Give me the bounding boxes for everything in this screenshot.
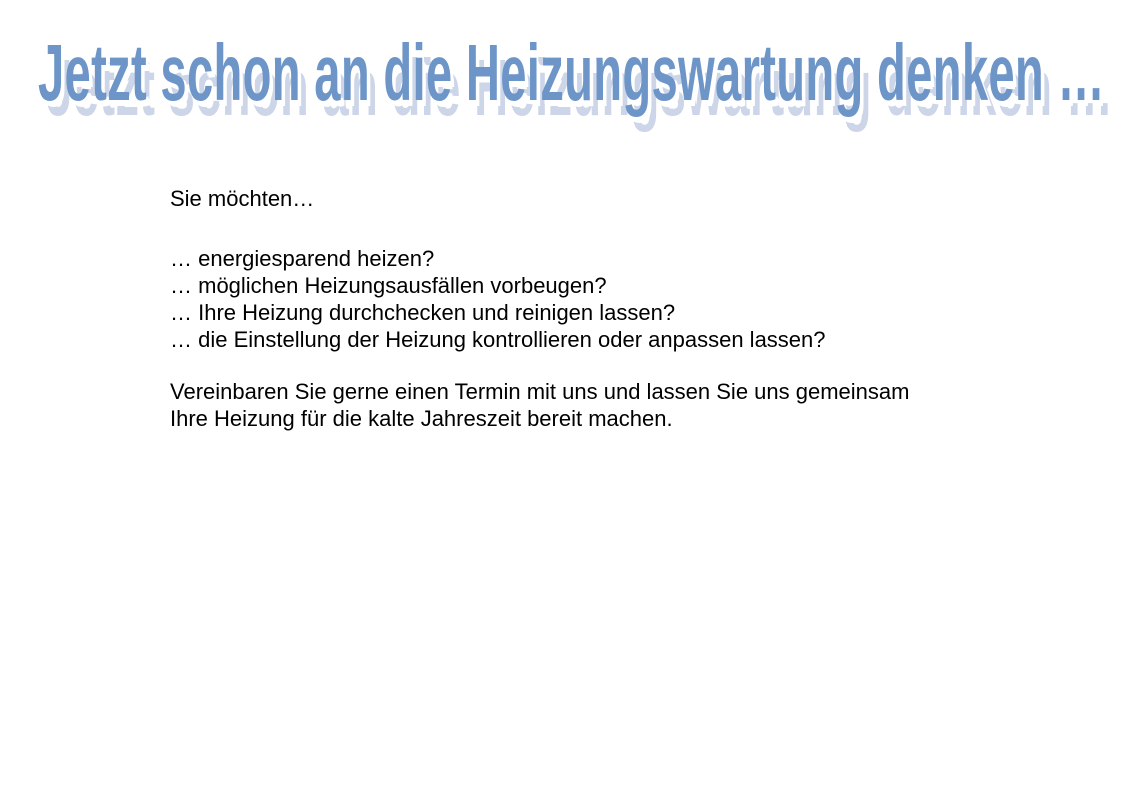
bullet-line: … möglichen Heizungsausfällen vorbeugen? bbox=[170, 273, 607, 298]
intro-line: Sie möchten… bbox=[170, 186, 315, 211]
bullet-line: … die Einstellung der Heizung kontrollieren oder anpassen lassen? bbox=[170, 327, 826, 352]
bullet-line: … Ihre Heizung durchchecken und reinigen lassen? bbox=[170, 300, 676, 325]
slide-title-text: Jetzt schon an die Heizungswartung denken … bbox=[38, 28, 1105, 117]
bullet-list bbox=[170, 245, 1070, 353]
slide-title-wordart bbox=[38, 28, 1123, 143]
closing-line: Ihre Heizung für die kalte Jahreszeit bereit machen. bbox=[170, 406, 673, 431]
closing-paragraph bbox=[170, 378, 1070, 432]
closing-line: Vereinbaren Sie gerne einen Termin mit uns und lassen Sie uns gemeinsam bbox=[170, 379, 910, 404]
slide-body-textbox bbox=[170, 185, 1070, 432]
bullet-line: … energiesparend heizen? bbox=[170, 246, 435, 271]
